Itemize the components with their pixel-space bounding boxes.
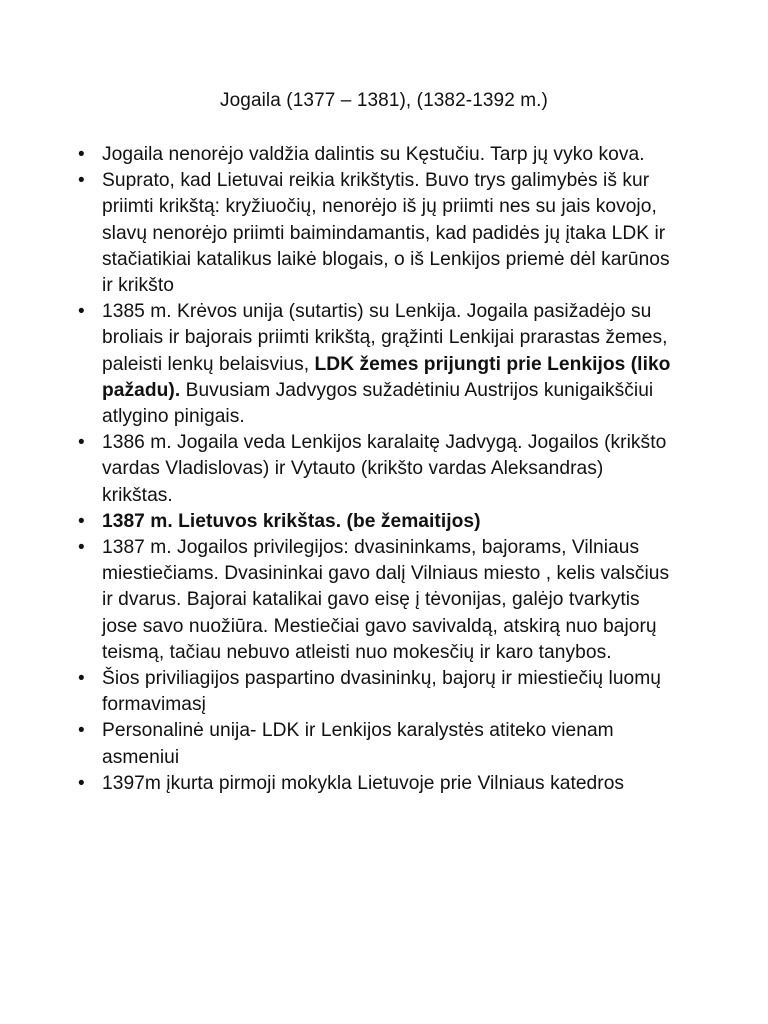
item-text: 1387 m. Jogailos privilegijos: dvasininkams, bajorams, Vilniaus miestiečiams. Dvasininkai gavo dalį Vilniaus miesto , kelis valsčius ir dvarus. Bajorai katalikai gavo eisę į tėvonijas, galėjo tvarkytis jose savo nuožiūra. Mestiečiai gavo savivaldą, atskirą nuo bajorų teismą, tačiau nebuvo atleisti nuo mokesčių ir karo tanybos.: [102, 537, 670, 663]
list-item: [76, 509, 676, 535]
list-item: [76, 535, 676, 666]
bullet-icon: •: [78, 144, 85, 165]
item-text: 1386 m. Jogaila veda Lenkijos karalaitę Jadvygą. Jogailos (krikšto vardas Vladislovas) ir Vytauto (krikšto vardas Aleksandras) krikštas.: [102, 432, 667, 506]
bullet-list: [76, 142, 676, 797]
bullet-icon: •: [78, 170, 85, 192]
item-text: Jogaila nenorėjo valdžia dalintis su Kęstučiu. Tarp jų vyko kova.: [102, 144, 645, 165]
bullet-icon: •: [78, 537, 85, 559]
item-text: 1385 m. Krėvos unija (sutartis) su Lenkija. Jogaila pasižadėjo su broliais ir bajorais priimti krikštą, grąžinti Lenkijai prarastas žemes, paleisti lenkų belaisvius,: [102, 301, 668, 375]
list-item: [76, 168, 676, 299]
item-text-tail: Buvusiam Jadvygos sužadėtiniu Austrijos kunigaikščiui atlygino pinigais.: [102, 379, 654, 428]
bullet-icon: •: [78, 301, 85, 323]
item-bold-text: 1387 m. Lietuvos krikštas. (be žemaitijos): [102, 510, 481, 532]
bullet-icon: •: [78, 510, 85, 532]
bullet-icon: •: [78, 720, 85, 742]
bullet-icon: •: [78, 432, 85, 454]
list-item: [76, 666, 676, 718]
bullet-icon: •: [78, 772, 85, 794]
list-item: [76, 142, 676, 168]
item-bold-text: LDK žemes prijungti prie Lenkijos (liko pažadu).: [102, 353, 671, 401]
document-title: Jogaila (1377 – 1381), (1382-1392 m.): [220, 90, 548, 111]
list-item: [76, 718, 676, 770]
list-item: [76, 430, 676, 509]
list-item: [76, 771, 676, 797]
item-text: Personalinė unija- LDK ir Lenkijos karalystės atiteko vienam asmeniui: [102, 720, 614, 768]
item-text: Suprato, kad Lietuvai reikia krikštytis. Buvo trys galimybės iš kur priimti krikštą: kryžiuočių, nenorėjo iš jų priimti nes su jais kovojo, slavų nenorėjo priimti baimindamantis, kad padidės jų įtaka LDK ir stačiatikiai katalikus laikė blogais, o iš Lenkijos priemė dėl karūnos ir krikšto: [102, 170, 670, 297]
list-item: [76, 299, 676, 430]
bullet-icon: •: [78, 668, 85, 690]
item-text: Šios priviliagijos paspartino dvasininkų, bajorų ir miestiečių luomų formavimasį: [102, 668, 662, 716]
item-text: 1397m įkurta pirmoji mokykla Lietuvoje prie Vilniaus katedros: [102, 772, 625, 794]
